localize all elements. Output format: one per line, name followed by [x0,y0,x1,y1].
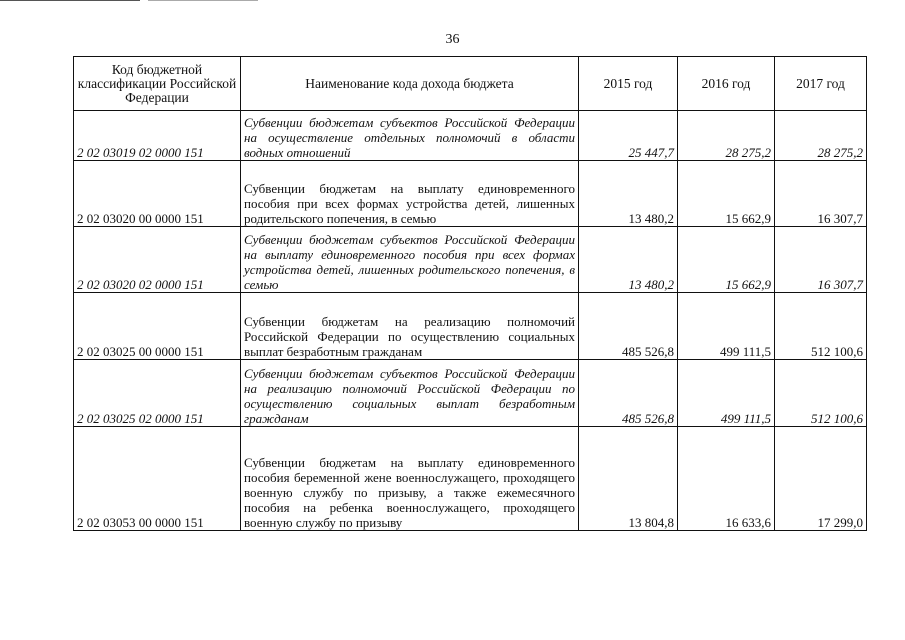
budget-code-cell: 2 02 03020 02 0000 151 [74,227,241,293]
value-2015-cell: 13 804,8 [579,427,678,531]
value-2017-cell: 17 299,0 [775,427,867,531]
value-2015-cell: 485 526,8 [579,360,678,427]
table-row [74,293,867,360]
value-2016-cell: 499 111,5 [678,360,775,427]
budget-code-cell: 2 02 03020 00 0000 151 [74,161,241,227]
value-2017-cell: 512 100,6 [775,360,867,427]
value-2015-cell: 25 447,7 [579,111,678,161]
budget-code-cell: 2 02 03025 02 0000 151 [74,360,241,427]
header-year-2016: 2016 год [678,57,775,111]
value-2015-cell: 485 526,8 [579,293,678,360]
scan-artifact-line [148,0,258,1]
revenue-name-cell: Субвенции бюджетам на реализацию полномочий Российской Федерации по осуществлению социальных выплат безработным гражданам [241,293,579,360]
budget-code-cell: 2 02 03025 00 0000 151 [74,293,241,360]
value-2017-cell: 512 100,6 [775,293,867,360]
revenue-name-cell: Субвенции бюджетам субъектов Российской Федерации на выплату единовременного пособия при всех формах устройства детей, лишенных родительского попечения, в семью [241,227,579,293]
header-year-2015: 2015 год [579,57,678,111]
table-row [74,427,867,531]
value-2017-cell: 16 307,7 [775,227,867,293]
value-2016-cell: 15 662,9 [678,227,775,293]
table-row [74,161,867,227]
revenue-name-cell: Субвенции бюджетам субъектов Российской Федерации на реализацию полномочий Российской Федерации по осуществлению социальных выплат безработным гражданам [241,360,579,427]
value-2016-cell: 16 633,6 [678,427,775,531]
value-2017-cell: 28 275,2 [775,111,867,161]
table-row [74,360,867,427]
revenue-name-cell: Субвенции бюджетам на выплату единовременного пособия беременной жене военнослужащего, проходящего военную службу по призыву, а также ежемесячного пособия на ребенка военнослужащего, проходящего военную службу по призыву [241,427,579,531]
value-2016-cell: 499 111,5 [678,293,775,360]
value-2015-cell: 13 480,2 [579,227,678,293]
page-number: 36 [445,32,460,47]
revenue-name-cell: Субвенции бюджетам субъектов Российской Федерации на осуществление отдельных полномочий в области водных отношений [241,111,579,161]
budget-code-cell: 2 02 03053 00 0000 151 [74,427,241,531]
scan-artifact-line [0,0,140,1]
table-row [74,111,867,161]
revenue-name-cell: Субвенции бюджетам на выплату единовременного пособия при всех формах устройства детей, лишенных родительского попечения, в семью [241,161,579,227]
value-2016-cell: 15 662,9 [678,161,775,227]
budget-code-cell: 2 02 03019 02 0000 151 [74,111,241,161]
value-2016-cell: 28 275,2 [678,111,775,161]
header-budget-code: Код бюджетной классификации Российской Федерации [74,57,241,111]
table-header-row [74,57,867,111]
header-year-2017: 2017 год [775,57,867,111]
value-2015-cell: 13 480,2 [579,161,678,227]
table-row [74,227,867,293]
header-revenue-name: Наименование кода дохода бюджета [241,57,579,111]
budget-revenue-table [73,56,867,531]
value-2017-cell: 16 307,7 [775,161,867,227]
